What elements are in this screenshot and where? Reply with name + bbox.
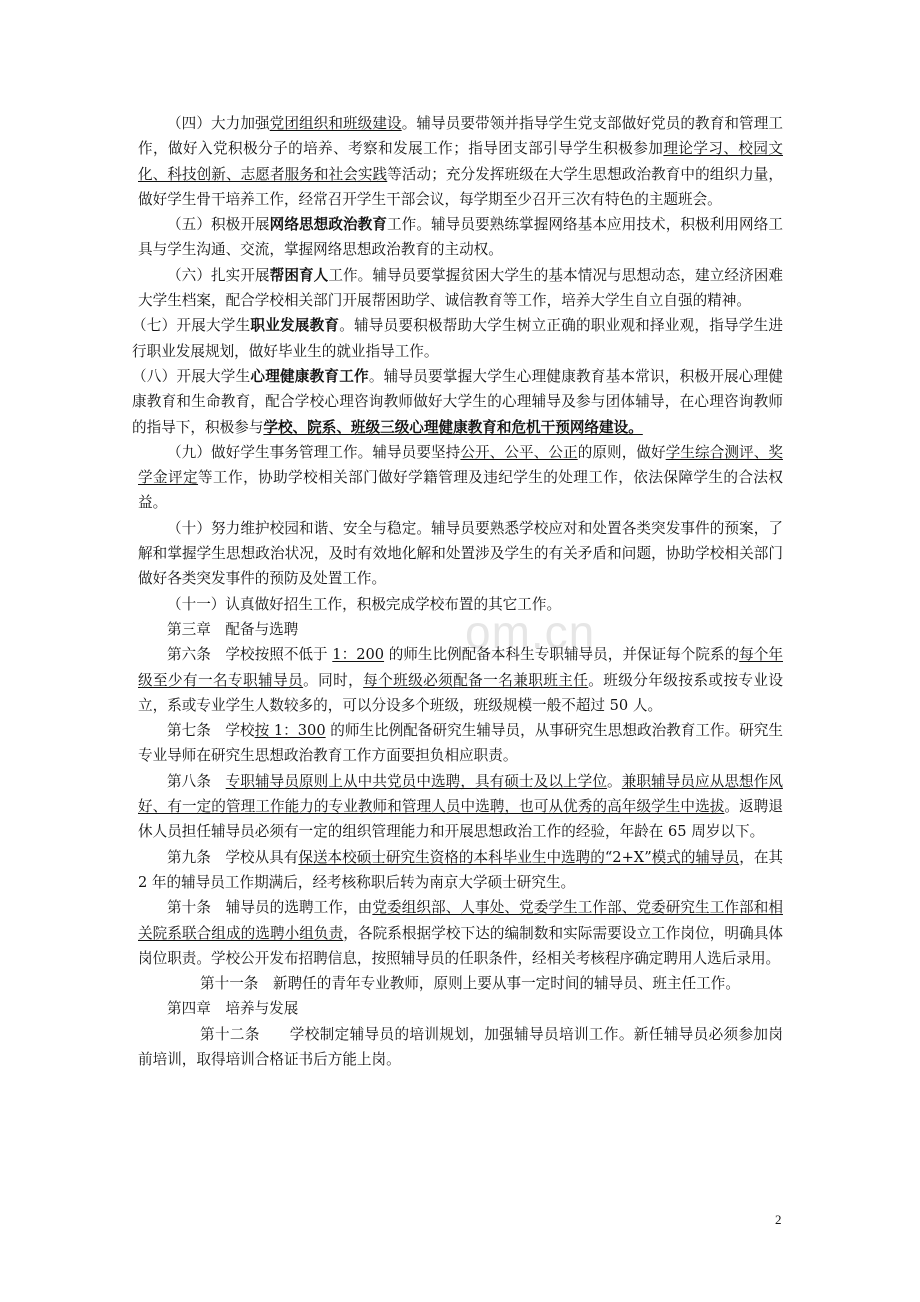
paragraph-11: （十一）认真做好招生工作，积极完成学校布置的其它工作。	[167, 595, 562, 613]
article-12: 第十二条 学校制定辅导员的培训规划，加强辅导员培训工作。新任辅导员必须参加岗前培训，取得培训合格证书后方能上岗。	[138, 1025, 783, 1068]
article-6: 第六条 学校按照不低于 1：200 的师生比例配备本科生专职辅导员，并保证每个院系的每个年级至少有一名专职辅导员。同时，每个班级必须配备一名兼职班主任。班级分年级按系或按专业设立，系或专业学生人数较多的，可以分设多个班级，班级规模一般不超过 50 人。	[138, 646, 784, 714]
chapter-4-heading: 第四章 培养与发展	[167, 1000, 299, 1018]
chapter-3-heading: 第三章 配备与选聘	[167, 620, 299, 638]
article-11: 第十一条 新聘任的青年专业教师，原则上要从事一定时间的辅导员、班主任工作。	[200, 975, 740, 993]
paragraph-10: （十）努力维护校园和谐、安全与稳定。辅导员要熟悉学校应对和处置各类突发事件的预案，了解和掌握学生思想政治状况，及时有效地化解和处置涉及学生的有关矛盾和问题，协助学校相关部门做好各类突发事件的预防及处置工作。	[138, 519, 783, 588]
paragraph-7: （七）开展大学生职业发展教育。辅导员要积极帮助大学生树立正确的职业观和择业观，指导学生进行职业发展规划，做好毕业生的就业指导工作。	[132, 317, 783, 360]
paragraph-4: （四）大力加强党团组织和班级建设。辅导员要带领并指导学生党支部做好党员的教育和管理工作，做好入党积极分子的培养、考察和发展工作；指导团支部引导学生积极参加理论学习、校园文化、科技创新、志愿者服务和社会实践等活动；充分发挥班级在大学生思想政治教育中的组织力量，做好学生骨干培养工作，经常召开学生干部会议，每学期至少召开三次有特色的主题班会。	[138, 115, 783, 208]
page-number: 2	[775, 1212, 782, 1227]
watermark: om.cn	[465, 606, 596, 658]
paragraph-8: （八）开展大学生心理健康教育工作。辅导员要掌握大学生心理健康教育基本常识，积极开展心理健康教育和生命教育，配合学校心理咨询教师做好大学生的心理辅导及参与团体辅导，在心理咨询教师的指导下，积极参与学校、院系、班级三级心理健康教育和危机干预网络建设。	[132, 367, 783, 436]
article-9: 第九条 学校从具有保送本校硕士研究生资格的本科毕业生中选聘的“2+X”模式的辅导员，在其 2 年的辅导员工作期满后，经考核称职后转为南京大学硕士研究生。	[138, 848, 784, 891]
paragraph-9: （九）做好学生事务管理工作。辅导员要坚持公开、公平、公正的原则，做好学生综合测评、奖学金评定等工作，协助学校相关部门做好学籍管理及违纪学生的处理工作，依法保障学生的合法权益。	[138, 443, 783, 512]
paragraph-5: （五）积极开展网络思想政治教育工作。辅导员要熟练掌握网络基本应用技术，积极利用网络工具与学生沟通、交流，掌握网络思想政治教育的主动权。	[138, 216, 783, 259]
article-7: 第七条 学校按 1：300 的师生比例配备研究生辅导员，从事研究生思想政治教育工作。研究生专业导师在研究生思想政治教育工作方面要担负相应职责。	[138, 722, 783, 765]
paragraph-6: （六）扎实开展帮困育人工作。辅导员要掌握贫困大学生的基本情况与思想动态，建立经济困难大学生档案，配合学校相关部门开展帮困助学、诚信教育等工作，培养大学生自立自强的精神。	[138, 266, 783, 310]
document-body	[132, 111, 784, 1072]
article-10: 第十条 辅导员的选聘工作，由党委组织部、人事处、党委学生工作部、党委研究生工作部和相关院系联合组成的选聘小组负责，各院系根据学校下达的编制数和实际需要设立工作岗位，明确具体岗位职责。学校公开发布招聘信息，按照辅导员的任职条件，经相关考核程序确定聘用人选后录用。	[138, 899, 783, 967]
article-8: 第八条 专职辅导员原则上从中共党员中选聘，具有硕士及以上学位。兼职辅导员应从思想作风好、有一定的管理工作能力的专业教师和管理人员中选聘，也可从优秀的高年级学生中选拔。返聘退休人员担任辅导员必须有一定的组织管理能力和开展思想政治工作的经验，年龄在 65 周岁以下。	[138, 772, 783, 841]
